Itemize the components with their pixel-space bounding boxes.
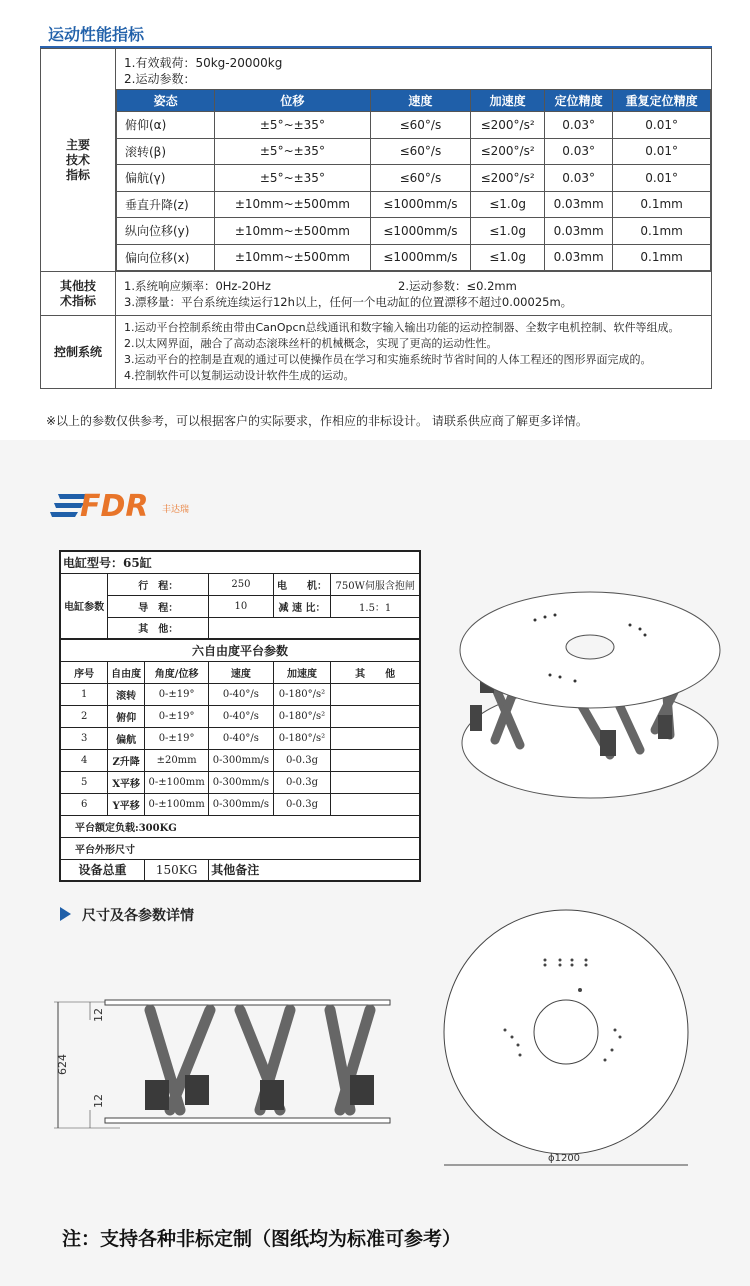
ratio-value: 1.5：1 (331, 595, 420, 617)
cyl-cell: 滚转 (108, 683, 145, 705)
svg-text:FDR: FDR (80, 489, 149, 524)
lead-value: 10 (209, 595, 273, 617)
motion-cell: 0.03° (544, 138, 612, 165)
cyl-cell: 偏航 (108, 727, 145, 749)
params-line: 2.运动参数： (124, 72, 196, 86)
cyl-cell: 0-0.3g (273, 771, 331, 793)
motion-cell: 0.1mm (613, 191, 711, 218)
cyl-row (60, 771, 420, 793)
motion-cell: ≤1000mm/s (370, 218, 471, 245)
other-spec-content (116, 272, 712, 316)
control-line: 1.运动平台控制系统由带由CanOpcn总线通讯和数字输入输出功能的运动控制器、全数字电机控制、软件等组成。 (124, 321, 680, 334)
cyl-cell: 0-40°/s (209, 705, 273, 727)
motion-cell: 0.03mm (544, 191, 612, 218)
motion-cell: 偏航(γ) (117, 165, 215, 192)
motion-header: 加速度 (471, 90, 545, 112)
cyl-cell-empty (331, 749, 420, 771)
svg-text:12: 12 (92, 1008, 105, 1022)
cyl-cell: X平移 (108, 771, 145, 793)
motion-row (117, 112, 711, 139)
cyl-cell: 0-±19° (145, 705, 209, 727)
spec-section (0, 0, 750, 440)
cyl-cell: 0-180°/s² (273, 683, 331, 705)
motion-cell: ≤60°/s (370, 112, 471, 139)
stroke-label: 行 程： (108, 573, 209, 595)
motion-row (117, 165, 711, 192)
cyl-cell: 6 (60, 793, 108, 815)
motion-cell: 0.01° (613, 165, 711, 192)
motion-cell: ≤60°/s (370, 165, 471, 192)
cyl-cell: 0-300mm/s (209, 771, 273, 793)
cyl-model: 电缸型号：65缸 (60, 551, 420, 573)
cyl-cell: 5 (60, 771, 108, 793)
platform-top-drawing (440, 905, 700, 1175)
control-line: 3.运动平台的控制是直观的通过可以使操作员在学习和实施系统时节省时间的人体工程还的图形界面完成的。 (124, 353, 652, 366)
cyl-cell: 4 (60, 749, 108, 771)
motion-cell: ≤1000mm/s (370, 244, 471, 271)
dims-title: 尺寸及各参数详情 (82, 908, 194, 924)
motion-cell: ≤1.0g (471, 218, 545, 245)
cyl-cell: Y平移 (108, 793, 145, 815)
motion-cell: ±5°~±35° (215, 165, 370, 192)
cyl-header: 序号 (60, 661, 108, 683)
cyl-row (60, 705, 420, 727)
platform-side-drawing (50, 980, 400, 1140)
cyl-cell: 0-±19° (145, 727, 209, 749)
platform-title: 六自由度平台参数 (60, 639, 420, 661)
motion-cell: ≤200°/s² (471, 165, 545, 192)
motion-row (117, 191, 711, 218)
customization-note: 注：支持各种非标定制（图纸均为标准可参考） (62, 1228, 462, 1250)
cyl-row (60, 727, 420, 749)
control-label: 控制系统 (41, 316, 116, 389)
motion-cell: 0.01° (613, 138, 711, 165)
control-line: 4.控制软件可以复制运动设计软件生成的运动。 (124, 369, 355, 382)
control-content (116, 316, 712, 389)
motion-cell: 0.03° (544, 165, 612, 192)
cyl-header: 角度/位移 (145, 661, 209, 683)
svg-text:丰达瑞: 丰达瑞 (162, 505, 190, 515)
cyl-header: 自由度 (108, 661, 145, 683)
cyl-cell: 0-±19° (145, 683, 209, 705)
cyl-row (60, 683, 420, 705)
stroke-value: 250 (209, 573, 273, 595)
cyl-cell: 0-180°/s² (273, 727, 331, 749)
cyl-cell: 3 (60, 727, 108, 749)
motion-cell: 0.03mm (544, 218, 612, 245)
cyl-cell: 0-40°/s (209, 727, 273, 749)
motion-header: 速度 (370, 90, 471, 112)
section-title: 运动性能指标 (48, 25, 145, 44)
svg-text:ɸ1200: ɸ1200 (548, 1153, 581, 1164)
load-line: 平台额定负载:300KG (60, 815, 420, 837)
svg-text:624: 624 (56, 1054, 69, 1075)
cyl-cell: ±20mm (145, 749, 209, 771)
weight-label: 设备总重 (60, 859, 145, 881)
other-line-1b: 2.运动参数：≤0.2mm (398, 278, 517, 293)
motion-row (117, 138, 711, 165)
cyl-cell: 1 (60, 683, 108, 705)
motion-header: 位移 (215, 90, 370, 112)
svg-text:12: 12 (92, 1094, 105, 1108)
cyl-cell-empty (331, 705, 420, 727)
motion-cell: 0.01° (613, 112, 711, 139)
cylinder-table (59, 550, 421, 882)
cyl-cell: 0-±100mm (145, 793, 209, 815)
motion-cell: ±10mm~±500mm (215, 218, 370, 245)
motion-cell: ±10mm~±500mm (215, 191, 370, 218)
motion-row (117, 218, 711, 245)
other-line-2: 3.漂移量：平台系统连续运行12h以上，任何一个电动缸的位置漂移不超过0.00025m。 (124, 294, 573, 309)
other-spec-label: 其他技 术指标 (41, 272, 116, 316)
cyl-cell: Z升降 (108, 749, 145, 771)
cyl-params-label: 电缸参数 (60, 573, 108, 639)
fdr-logo (50, 484, 210, 524)
size-line: 平台外形尺寸 (60, 837, 420, 859)
platform-iso-drawing (450, 565, 730, 815)
cyl-cell: 0-180°/s² (273, 705, 331, 727)
cyl-cell: 俯仰 (108, 705, 145, 727)
cyl-cell: 2 (60, 705, 108, 727)
cyl-cell: 0-300mm/s (209, 749, 273, 771)
motor-label: 电 机： (273, 573, 331, 595)
motion-cell: 纵向位移(y) (117, 218, 215, 245)
cyl-cell-empty (331, 771, 420, 793)
weight-value: 150KG (145, 859, 209, 881)
lead-label: 导 程： (108, 595, 209, 617)
motion-header: 姿态 (117, 90, 215, 112)
other-line-1a: 1.系统响应频率：0Hz-20Hz (124, 278, 271, 293)
spec-table (40, 48, 712, 389)
motion-cell: 垂直升降(z) (117, 191, 215, 218)
motion-row (117, 244, 711, 271)
cyl-cell: 0-0.3g (273, 749, 331, 771)
control-line: 2.以太网界面，融合了高动态滚珠丝杆的机械概念，实现了更高的运动性性。 (124, 337, 498, 350)
motion-cell: 俯仰(α) (117, 112, 215, 139)
cyl-cell: 0-±100mm (145, 771, 209, 793)
motor-value: 750W伺服含抱闸 (331, 573, 420, 595)
remark-label: 其他备注 (209, 859, 420, 881)
motion-cell: ±5°~±35° (215, 138, 370, 165)
motion-header: 定位精度 (544, 90, 612, 112)
cyl-cell-empty (331, 793, 420, 815)
cyl-header: 速度 (209, 661, 273, 683)
motion-cell: ≤1000mm/s (370, 191, 471, 218)
motion-cell: 0.03mm (544, 244, 612, 271)
motion-cell: ≤60°/s (370, 138, 471, 165)
ratio-label: 减 速 比： (273, 595, 331, 617)
cyl-row (60, 793, 420, 815)
footnote: ※以上的参数仅供参考，可以根据客户的实际要求，作相应的非标设计。 请联系供应商了解更多详情。 (46, 414, 588, 428)
motion-cell: ≤200°/s² (471, 138, 545, 165)
cyl-cell: 0-40°/s (209, 683, 273, 705)
cyl-header: 加速度 (273, 661, 331, 683)
motion-table (116, 89, 711, 271)
cyl-cell: 0-300mm/s (209, 793, 273, 815)
section-marker-icon (60, 907, 71, 921)
cyl-header: 其 他 (331, 661, 420, 683)
drawing-section (0, 440, 750, 1286)
motion-cell: 0.1mm (613, 244, 711, 271)
motion-header: 重复定位精度 (613, 90, 711, 112)
payload-line: 1.有效载荷：50kg-20000kg (124, 56, 283, 70)
motion-cell: 0.1mm (613, 218, 711, 245)
motion-cell: ≤200°/s² (471, 112, 545, 139)
main-spec-label: 主要 技术 指标 (41, 49, 116, 272)
cyl-cell: 0-0.3g (273, 793, 331, 815)
motion-cell: 0.03° (544, 112, 612, 139)
cyl-cell-empty (331, 683, 420, 705)
motion-cell: 滚转(β) (117, 138, 215, 165)
motion-cell: ±5°~±35° (215, 112, 370, 139)
cyl-cell-empty (331, 727, 420, 749)
motion-cell: ≤1.0g (471, 244, 545, 271)
motion-cell: ≤1.0g (471, 191, 545, 218)
cyl-row (60, 749, 420, 771)
cyl-other-label: 其 他： (108, 617, 209, 639)
motion-cell: 偏向位移(x) (117, 244, 215, 271)
motion-cell: ±10mm~±500mm (215, 244, 370, 271)
cyl-other-value (209, 617, 420, 639)
